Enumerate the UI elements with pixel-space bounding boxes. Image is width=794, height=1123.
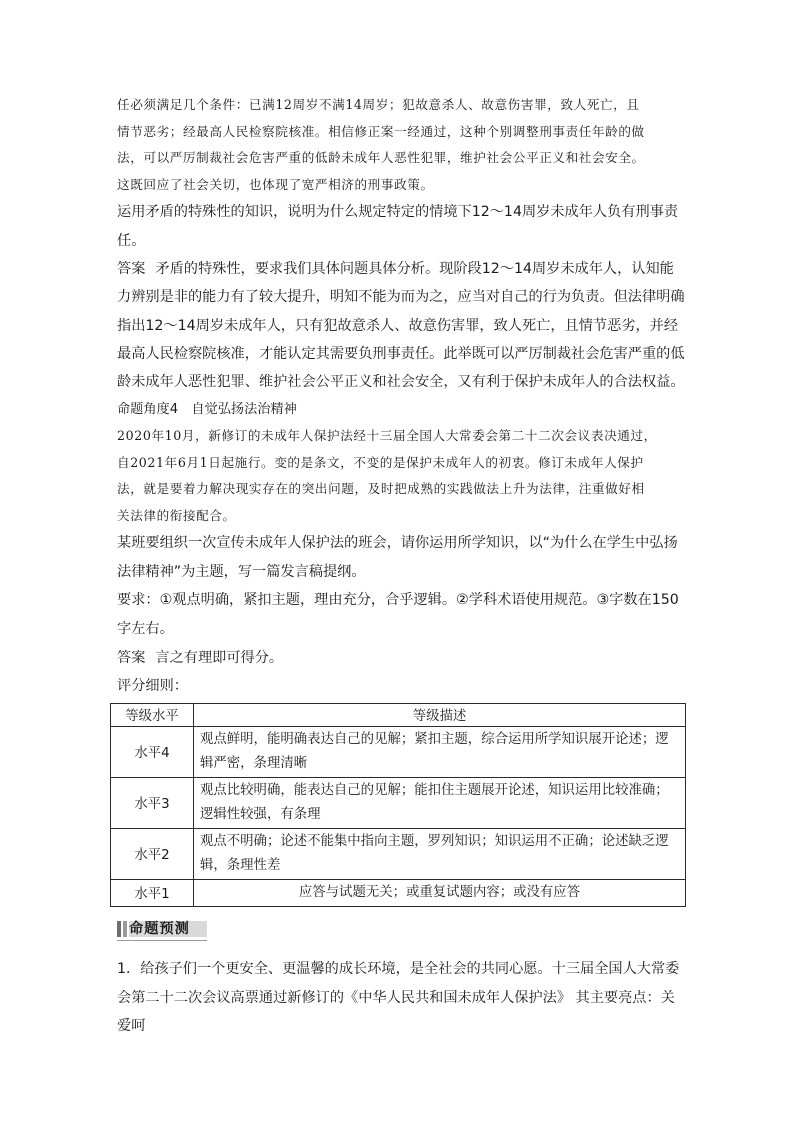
prediction-block	[117, 955, 687, 1041]
material-excerpt-2	[117, 423, 687, 529]
heading-marker-icon	[123, 921, 127, 937]
table-row	[111, 879, 686, 906]
question-2-requirements: 要求：①观点明确，紧扣主题，理由充分，合乎逻辑。②学科术语使用规范。③字数在150字左右。	[117, 592, 679, 637]
answer-text: 矛盾的特殊性，要求我们具体问题具体分析。现阶段12～14周岁未成年人，认知能力辨别是非的能力有了较大提升，明知不能为而为之，应当对自己的行为负责。但法律明确指出12～14周岁未成年人，只有犯故意杀人、故意伤害罪，致人死亡，且情节恶劣，并经最高人民检察院核准，才能认定其需要负刑事责任。此举既可以严厉制裁社会危害严重的低龄未成年人恶性犯罪、维护社会公平正义和社会安全，又有利于保护未成年人的合法权益。	[117, 261, 685, 390]
table-header-level: 等级水平	[111, 703, 194, 726]
answer-label: 答案	[117, 649, 146, 666]
table-header-desc: 等级描述	[194, 703, 686, 726]
divider	[117, 940, 207, 941]
level-cell: 水平1	[111, 879, 194, 906]
answer-2	[117, 644, 687, 673]
answer-1	[117, 255, 687, 396]
level-cell: 水平3	[111, 777, 194, 828]
material-line: 情节恶劣；经最高人民检察院核准。相信修正案一经通过，这种个别调整刑事责任年龄的做	[117, 123, 645, 139]
scoring-title: 评分细则：	[117, 678, 188, 695]
material-line: 自2021年6月1日起施行。变的是条文，不变的是保护未成年人的初衷。修订未成年人保护	[117, 454, 644, 470]
table-row	[111, 828, 686, 879]
section-title: 命题预测	[129, 921, 190, 937]
heading-marker-icon	[117, 921, 121, 937]
level-cell: 水平2	[111, 828, 194, 879]
question-2: 某班要组织一次宣传未成年人保护法的班会，请你运用所学知识，以“为什么在学生中弘扬法律精神”为主题，写一篇发言稿提纲。	[117, 535, 678, 580]
material-excerpt-1	[117, 92, 687, 198]
desc-cell: 观点比较明确，能表达自己的见解；能扣住主题展开论述，知识运用比较准确；逻辑性较强，有条理	[194, 777, 686, 828]
desc-cell: 应答与试题无关；或重复试题内容；或没有应答	[194, 879, 686, 906]
answer-text: 言之有理即可得分。	[155, 649, 284, 666]
material-line: 法，就是要着力解决现实存在的突出问题，及时把成熟的实践做法上升为法律，注重做好相	[117, 481, 645, 497]
material-line: 这既回应了社会关切，也体现了宽严相济的刑事政策。	[117, 176, 434, 192]
level-cell: 水平4	[111, 726, 194, 777]
desc-cell: 观点鲜明，能明确表达自己的见解；紧扣主题，综合运用所学知识展开论述；逻辑严密，条理清晰	[194, 726, 686, 777]
question-1: 运用矛盾的特殊性的知识，说明为什么规定特定的情境下12～14周岁未成年人负有刑事责任。	[117, 204, 679, 249]
answer-label: 答案	[117, 261, 146, 278]
desc-cell: 观点不明确；论述不能集中指向主题，罗列知识；知识运用不正确；论述缺乏逻辑，条理性差	[194, 828, 686, 879]
table-row	[111, 777, 686, 828]
scoring-table	[110, 703, 686, 907]
table-header-row	[111, 703, 686, 726]
material-line: 任必须满足几个条件：已满12周岁不满14周岁；犯故意杀人、故意伤害罪，致人死亡，且	[117, 97, 640, 112]
material-line: 法，可以严厉制裁社会危害严重的低龄未成年人恶性犯罪，维护社会公平正义和社会安全。	[117, 150, 645, 165]
table-row	[111, 726, 686, 777]
section-heading-prediction	[117, 918, 207, 940]
prediction-item-1: 1．给孩子们一个更安全、更温馨的成长环境，是全社会的共同心愿。十三届全国人大常委会第二十二次会议高票通过新修订的《中华人民共和国未成年人保护法》 其主要亮点：关爱呵	[117, 961, 680, 1035]
document-page	[117, 92, 687, 907]
material-line: 2020年10月，新修订的未成年人保护法经十三届全国人大常委会第二十二次会议表决通过，	[117, 428, 657, 444]
angle-4-title: 命题角度4 自觉弘扬法治精神	[117, 402, 297, 418]
material-line: 关法律的衔接配合。	[117, 507, 236, 523]
